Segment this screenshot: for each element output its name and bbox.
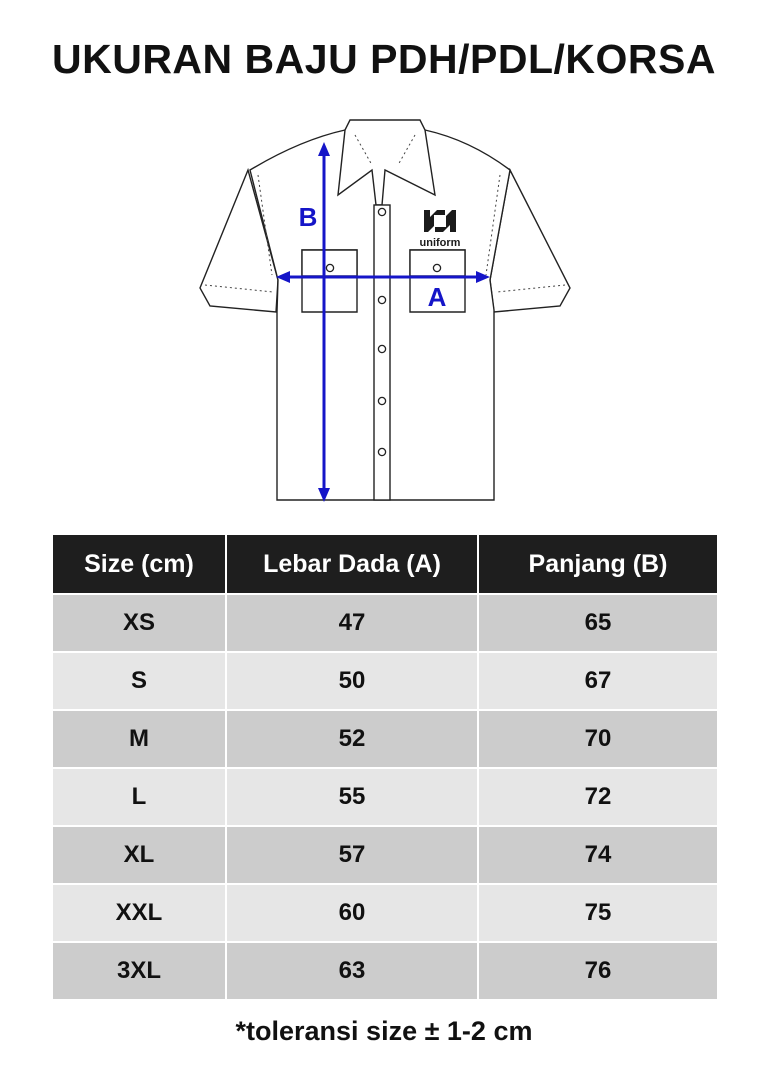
logo-text: uniform <box>419 237 461 249</box>
label-a: A <box>427 282 447 312</box>
table-header-row <box>52 534 718 594</box>
uniform-logo <box>420 210 461 249</box>
tolerance-note: *toleransi size ± 1-2 cm <box>235 1016 533 1046</box>
table-row <box>52 884 718 942</box>
table-row <box>52 942 718 1000</box>
cell-length: 74 <box>478 826 718 884</box>
table-row <box>52 826 718 884</box>
cell-chest-width: 63 <box>226 942 478 1000</box>
header-length: Panjang (B) <box>478 534 718 594</box>
cell-size: 3XL <box>52 942 226 1000</box>
label-b: B <box>298 202 318 232</box>
cell-size: L <box>52 768 226 826</box>
header-chest-width: Lebar Dada (A) <box>226 534 478 594</box>
cell-size: XXL <box>52 884 226 942</box>
cell-size: XL <box>52 826 226 884</box>
cell-length: 70 <box>478 710 718 768</box>
cell-length: 65 <box>478 594 718 652</box>
cell-chest-width: 60 <box>226 884 478 942</box>
cell-chest-width: 52 <box>226 710 478 768</box>
cell-length: 76 <box>478 942 718 1000</box>
table-row <box>52 594 718 652</box>
table-row <box>52 768 718 826</box>
cell-size: M <box>52 710 226 768</box>
page-title: UKURAN BAJU PDH/PDL/KORSA <box>52 36 716 82</box>
size-table <box>51 533 719 1001</box>
cell-chest-width: 47 <box>226 594 478 652</box>
table-row <box>52 652 718 710</box>
cell-chest-width: 50 <box>226 652 478 710</box>
header-size: Size (cm) <box>52 534 226 594</box>
cell-length: 75 <box>478 884 718 942</box>
cell-size: S <box>52 652 226 710</box>
cell-chest-width: 55 <box>226 768 478 826</box>
shirt-diagram <box>190 115 580 510</box>
cell-size: XS <box>52 594 226 652</box>
cell-chest-width: 57 <box>226 826 478 884</box>
cell-length: 67 <box>478 652 718 710</box>
cell-length: 72 <box>478 768 718 826</box>
table-row <box>52 710 718 768</box>
